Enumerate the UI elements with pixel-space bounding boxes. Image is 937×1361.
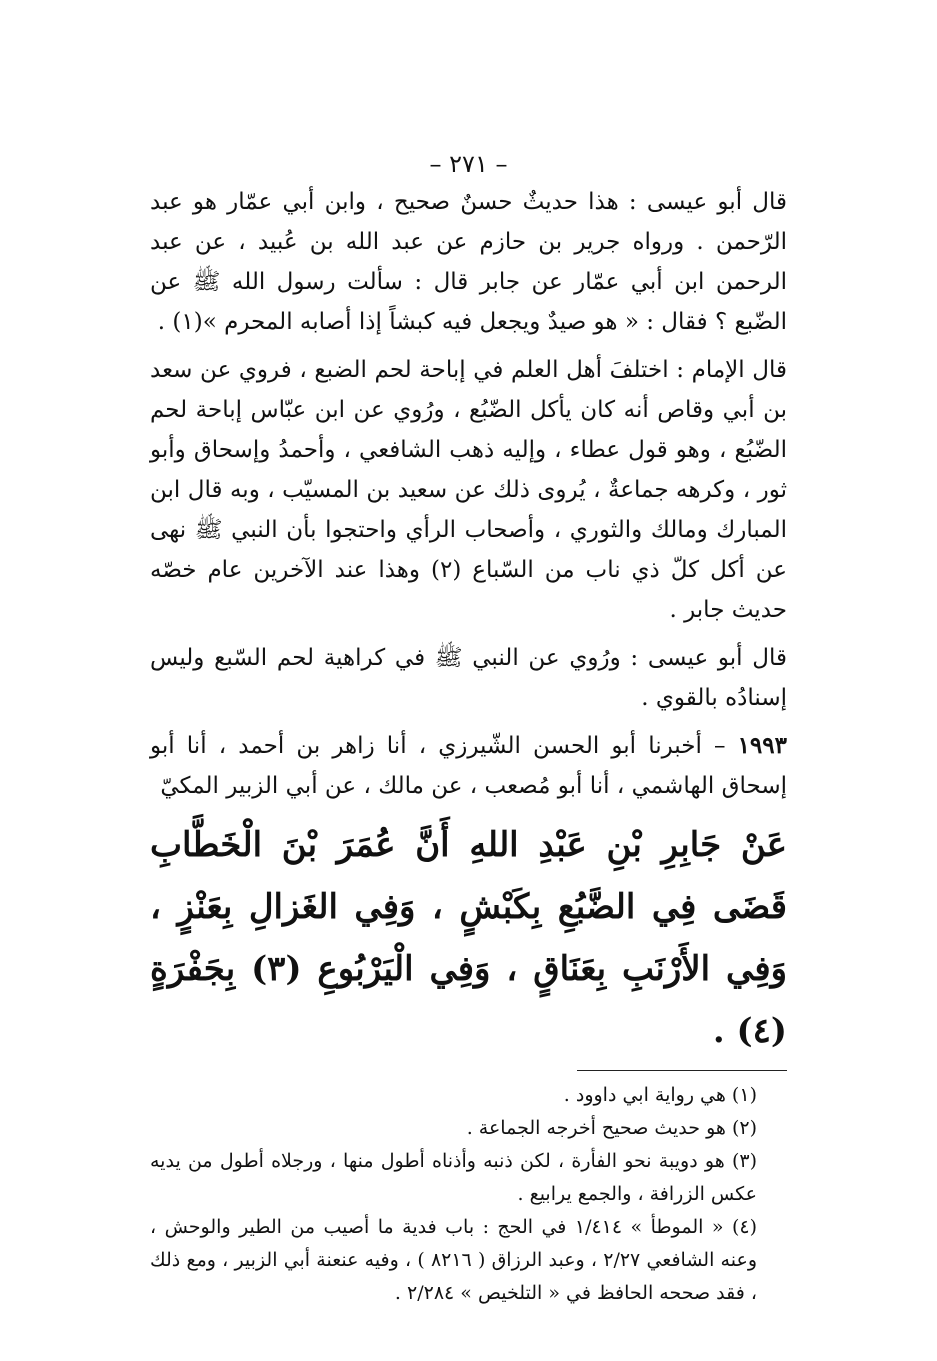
hadith-chain-paragraph <box>150 726 787 806</box>
footnote-4: (٤) « الموطأ » ١/٤١٤ في الحج : باب فدية ما أصيب من الطير والوحش ، وعنه الشافعي ٢/٢٧ ، وعبد الرزاق ( ٨٢١٦ ) ، وفيه عنعنة أبي الزبير ، ومع ذلك ، فقد صححه الحافظ في « التلخيص » ٢/٢٨٤ . <box>150 1216 757 1304</box>
hadith-number: ١٩٩٣ <box>737 732 787 759</box>
paragraph-abu-isa-note: قال أبو عيسى : ورُوي عن النبي ﷺ في كراهية لحم السّبع وليس إسنادُه بالقوي . <box>150 645 787 711</box>
page-number: – ٢٧١ – <box>429 150 508 178</box>
footnote-divider <box>577 1070 787 1071</box>
paragraph-imam-commentary: قال الإمام : اختلفَ أهل العلم في إباحة لحم الضبع ، فروي عن سعد بن أبي وقاص أنه كان يأكل الضّبُع ، ورُوي عن ابن عبّاس إباحة لحم الضّبُع ، وهو قول عطاء ، وإليه ذهب الشافعي ، وأحمدُ وإسحاق وأبو ثور ، وكرهه جماعةٌ ، يُروى ذلك عن سعيد بن المسيّب ، وبه قال ابن المبارك ومالك والثوري ، وأصحاب الرأي واحتجوا بأن النبي ﷺ نهى عن أكل كلّ ذي ناب من السّباع (٢) وهذا عند الآخرين عام خصّه حديث جابر . <box>150 357 788 623</box>
hadith-chain: – أخبرنا أبو الحسن الشّيرزي ، أنا زاهر بن أحمد ، أنا أبو إسحاق الهاشمي ، أنا أبو مُصعب ، عن مالك ، عن أبي الزبير المكيّ <box>150 733 787 799</box>
footnote-1: (١) هي رواية ابي داوود . <box>563 1084 757 1106</box>
paragraph-abu-isa-grading: قال أبو عيسى : هذا حديثٌ حسنٌ صحيح ، وابن أبي عمّار هو عبد الرّحمن . ورواه جرير بن حازم عن عبد الله بن عُبيد ، عن عبد الرحمن ابن أبي عمّار عن جابر قال : سألت رسول الله ﷺ عن الضّبع ؟ فقال : « هو صيدٌ ويجعل فيه كبشاً إذا أصابه المحرم »(١) . <box>150 189 787 335</box>
footnote-3: (٣) هو دويبة نحو الفأرة ، لكن ذنبه وأذناه أطول منها ، ورجلاه أطول من يديه عكس الزرافة ، والجمع يرابيع . <box>150 1150 757 1205</box>
hadith-text: عَنْ جَابِرِ بْنِ عَبْدِ اللهِ أَنَّ عُمَرَ بْنَ الْخَطَّابِ قَضَى فِي الضَّبُعِ بِكَبْشٍ ، وَفِي الغَزالِ بِعَنْزٍ ، وَفِي الأَرْنَبِ بِعَنَاقٍ ، وَفِي الْيَرْبُوعِ (٣) بِجَفْرَةٍ (٤) . <box>150 825 787 1051</box>
footnote-2: (٢) هو حديث صحيح أخرجه الجماعة . <box>466 1117 757 1139</box>
